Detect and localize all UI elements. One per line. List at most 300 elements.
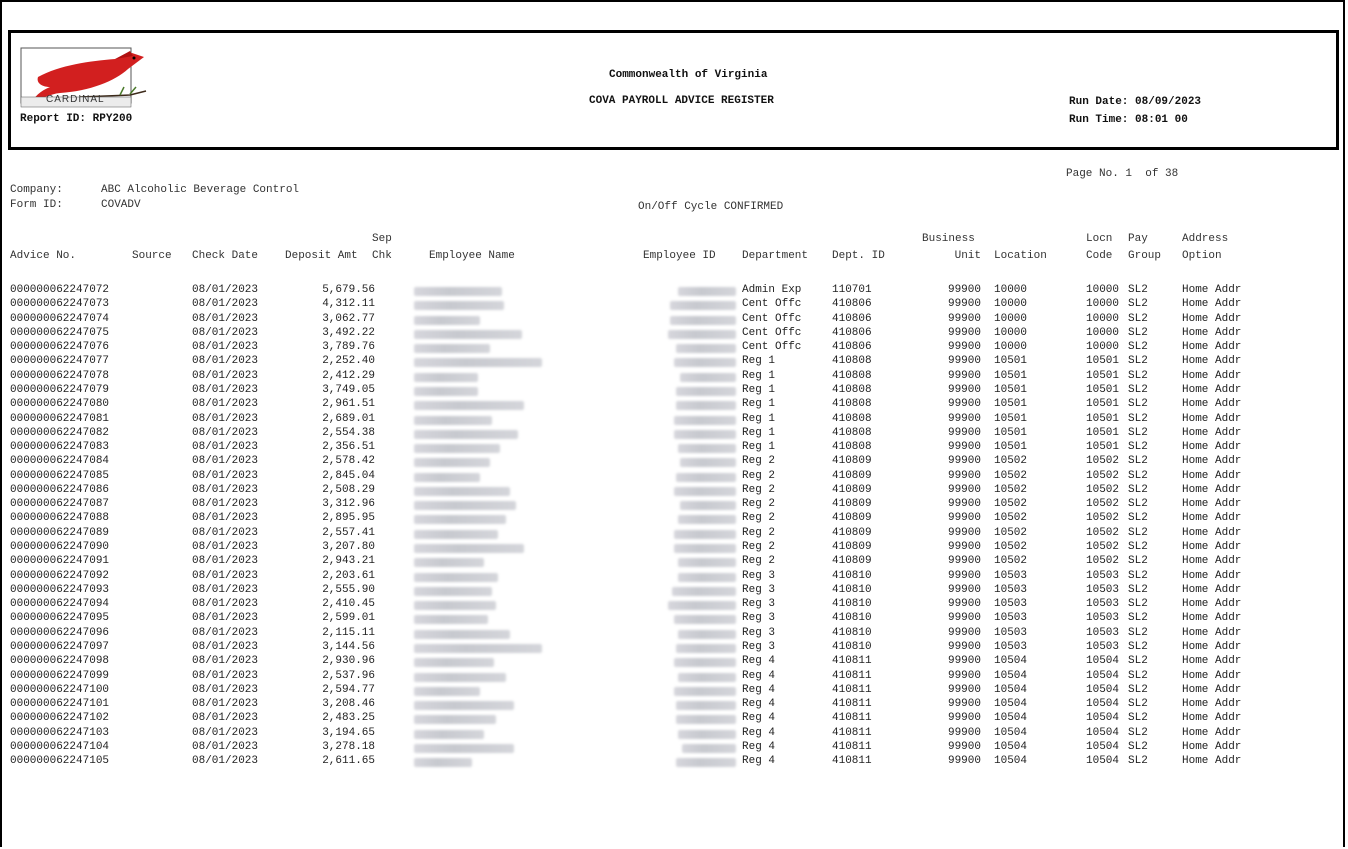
table-row: [2, 527, 1342, 540]
table-row: [2, 284, 1342, 297]
redacted-employee-name: [414, 644, 542, 653]
check-date-cell: 08/01/2023: [192, 312, 259, 325]
locn-code-cell: 10502: [1086, 498, 1120, 511]
location-cell: 10504: [994, 683, 1028, 696]
deposit-amt-cell: 3,208.46: [322, 698, 375, 711]
check-date-cell: 08/01/2023: [192, 641, 259, 653]
table-row: [2, 427, 1342, 440]
pay-group-cell: SL2: [1128, 441, 1148, 454]
header-source: Source: [132, 250, 172, 262]
location-cell: 10502: [994, 498, 1028, 511]
pay-group-cell: SL2: [1128, 755, 1148, 768]
business-unit-cell: 99900: [947, 284, 981, 296]
department-cell: Reg 1: [742, 355, 776, 368]
check-date-cell: 08/01/2023: [192, 298, 259, 311]
dept-id-cell: 410809: [832, 526, 872, 539]
redacted-employee-id: [678, 444, 736, 453]
pay-group-cell: SL2: [1128, 541, 1148, 554]
redacted-employee-name: [414, 330, 522, 339]
redacted-employee-id: [672, 587, 736, 596]
table-row: [2, 684, 1342, 697]
company-value: ABC Alcoholic Beverage Control: [101, 184, 300, 196]
locn-code-cell: 10501: [1086, 441, 1120, 454]
advice-no-cell: 000000062247096: [10, 626, 110, 639]
pay-group-cell: SL2: [1128, 612, 1148, 625]
redacted-employee-id: [676, 401, 736, 410]
redacted-employee-id: [676, 644, 736, 653]
pay-group-cell: SL2: [1128, 412, 1148, 425]
redacted-employee-id: [676, 473, 736, 482]
table-row: [2, 627, 1342, 640]
location-cell: 10503: [994, 626, 1028, 639]
business-unit-cell: 99900: [947, 298, 981, 311]
locn-code-cell: 10501: [1086, 369, 1120, 382]
location-cell: 10504: [994, 726, 1028, 739]
deposit-amt-cell: 2,895.95: [322, 512, 375, 525]
location-cell: 10502: [994, 541, 1028, 554]
deposit-amt-cell: 2,599.01: [322, 612, 375, 625]
check-date-cell: 08/01/2023: [192, 555, 259, 568]
location-cell: 10501: [994, 426, 1028, 439]
business-unit-cell: 99900: [947, 612, 981, 625]
address-option-cell: Home Addr: [1182, 426, 1242, 439]
pay-group-cell: SL2: [1128, 726, 1148, 739]
header-code: Code: [1086, 250, 1113, 262]
deposit-amt-cell: 2,961.51: [322, 398, 375, 411]
location-cell: 10000: [994, 298, 1028, 311]
business-unit-cell: 99900: [947, 669, 981, 682]
report-banner: [8, 30, 1339, 150]
advice-no-cell: 000000062247076: [10, 341, 110, 354]
locn-code-cell: 10502: [1086, 469, 1120, 482]
redacted-employee-id: [678, 673, 736, 682]
locn-code-cell: 10502: [1086, 526, 1120, 539]
deposit-amt-cell: 3,062.77: [322, 312, 375, 325]
deposit-amt-cell: 2,611.65: [322, 755, 375, 768]
dept-id-cell: 410811: [832, 755, 872, 768]
location-cell: 10503: [994, 583, 1028, 596]
dept-id-cell: 410808: [832, 426, 872, 439]
pay-group-cell: SL2: [1128, 284, 1148, 296]
page-number: Page No. 1 of 38: [1066, 168, 1179, 180]
redacted-employee-id: [674, 530, 736, 539]
table-row: [2, 570, 1342, 583]
deposit-amt-cell: 2,203.61: [322, 569, 375, 582]
locn-code-cell: 10504: [1086, 669, 1120, 682]
redacted-employee-name: [414, 573, 498, 582]
dept-id-cell: 410811: [832, 669, 872, 682]
address-option-cell: Home Addr: [1182, 555, 1242, 568]
business-unit-cell: 99900: [947, 469, 981, 482]
redacted-employee-name: [414, 316, 480, 325]
redacted-employee-name: [414, 487, 510, 496]
redacted-employee-id: [676, 701, 736, 710]
locn-code-cell: 10502: [1086, 512, 1120, 525]
locn-code-cell: 10504: [1086, 655, 1120, 668]
report-title: COVA PAYROLL ADVICE REGISTER: [589, 95, 774, 107]
address-option-cell: Home Addr: [1182, 312, 1242, 325]
pay-group-cell: SL2: [1128, 298, 1148, 311]
pay-group-cell: SL2: [1128, 498, 1148, 511]
check-date-cell: 08/01/2023: [192, 712, 259, 725]
table-row: [2, 355, 1342, 368]
address-option-cell: Home Addr: [1182, 469, 1242, 482]
business-unit-cell: 99900: [947, 641, 981, 653]
business-unit-cell: 99900: [947, 441, 981, 454]
business-unit-cell: 99900: [947, 455, 981, 468]
deposit-amt-cell: 3,492.22: [322, 326, 375, 339]
deposit-amt-cell: 2,578.42: [322, 455, 375, 468]
address-option-cell: Home Addr: [1182, 298, 1242, 311]
location-cell: 10502: [994, 526, 1028, 539]
advice-no-cell: 000000062247100: [10, 683, 110, 696]
address-option-cell: Home Addr: [1182, 441, 1242, 454]
header-group: Group: [1128, 250, 1162, 262]
header-department: Department: [742, 250, 809, 262]
advice-no-cell: 000000062247086: [10, 483, 110, 496]
redacted-employee-id: [678, 287, 736, 296]
location-cell: 10504: [994, 712, 1028, 725]
deposit-amt-cell: 2,557.41: [322, 526, 375, 539]
header-address: Address: [1182, 233, 1229, 245]
location-cell: 10503: [994, 598, 1028, 611]
redacted-employee-id: [670, 301, 736, 310]
advice-no-cell: 000000062247090: [10, 541, 110, 554]
advice-no-cell: 000000062247104: [10, 740, 110, 753]
department-cell: Reg 3: [742, 583, 776, 596]
address-option-cell: Home Addr: [1182, 598, 1242, 611]
address-option-cell: Home Addr: [1182, 669, 1242, 682]
address-option-cell: Home Addr: [1182, 583, 1242, 596]
report-id: Report ID: RPY200: [20, 113, 133, 125]
department-cell: Reg 4: [742, 726, 776, 739]
dept-id-cell: 410808: [832, 383, 872, 396]
business-unit-cell: 99900: [947, 698, 981, 711]
deposit-amt-cell: 2,554.38: [322, 426, 375, 439]
check-date-cell: 08/01/2023: [192, 426, 259, 439]
redacted-employee-id: [670, 316, 736, 325]
redacted-employee-name: [414, 615, 488, 624]
department-cell: Cent Offc: [742, 341, 802, 354]
check-date-cell: 08/01/2023: [192, 469, 259, 482]
redacted-employee-name: [414, 473, 480, 482]
redacted-employee-name: [414, 687, 480, 696]
location-cell: 10502: [994, 555, 1028, 568]
location-cell: 10501: [994, 355, 1028, 368]
dept-id-cell: 410811: [832, 683, 872, 696]
advice-no-cell: 000000062247105: [10, 755, 110, 768]
location-cell: 10501: [994, 383, 1028, 396]
dept-id-cell: 410810: [832, 641, 872, 653]
company-label: Company:: [10, 184, 63, 196]
department-cell: Reg 3: [742, 598, 776, 611]
dept-id-cell: 410810: [832, 583, 872, 596]
locn-code-cell: 10503: [1086, 569, 1120, 582]
location-cell: 10504: [994, 669, 1028, 682]
business-unit-cell: 99900: [947, 755, 981, 768]
business-unit-cell: 99900: [947, 541, 981, 554]
advice-no-cell: 000000062247094: [10, 598, 110, 611]
pay-group-cell: SL2: [1128, 655, 1148, 668]
check-date-cell: 08/01/2023: [192, 412, 259, 425]
check-date-cell: 08/01/2023: [192, 526, 259, 539]
table-row: [2, 455, 1342, 468]
department-cell: Reg 2: [742, 512, 776, 525]
address-option-cell: Home Addr: [1182, 341, 1242, 354]
pay-group-cell: SL2: [1128, 712, 1148, 725]
address-option-cell: Home Addr: [1182, 683, 1242, 696]
table-row: [2, 698, 1342, 711]
department-cell: Reg 1: [742, 412, 776, 425]
dept-id-cell: 410808: [832, 398, 872, 411]
dept-id-cell: 410810: [832, 612, 872, 625]
redacted-employee-id: [674, 544, 736, 553]
check-date-cell: 08/01/2023: [192, 698, 259, 711]
redacted-employee-id: [674, 487, 736, 496]
business-unit-cell: 99900: [947, 498, 981, 511]
redacted-employee-id: [678, 630, 736, 639]
department-cell: Reg 4: [742, 755, 776, 768]
department-cell: Reg 3: [742, 569, 776, 582]
address-option-cell: Home Addr: [1182, 398, 1242, 411]
department-cell: Reg 2: [742, 541, 776, 554]
pay-group-cell: SL2: [1128, 455, 1148, 468]
locn-code-cell: 10501: [1086, 355, 1120, 368]
locn-code-cell: 10502: [1086, 455, 1120, 468]
redacted-employee-name: [414, 515, 506, 524]
address-option-cell: Home Addr: [1182, 541, 1242, 554]
table-row: [2, 727, 1342, 740]
pay-group-cell: SL2: [1128, 598, 1148, 611]
table-row: [2, 712, 1342, 725]
business-unit-cell: 99900: [947, 369, 981, 382]
deposit-amt-cell: 2,252.40: [322, 355, 375, 368]
business-unit-cell: 99900: [947, 712, 981, 725]
dept-id-cell: 410810: [832, 598, 872, 611]
redacted-employee-name: [414, 444, 500, 453]
advice-no-cell: 000000062247095: [10, 612, 110, 625]
redacted-employee-name: [414, 758, 472, 767]
redacted-employee-name: [414, 373, 478, 382]
redacted-employee-id: [680, 373, 736, 382]
address-option-cell: Home Addr: [1182, 369, 1242, 382]
address-option-cell: Home Addr: [1182, 755, 1242, 768]
redacted-employee-name: [414, 387, 478, 396]
redacted-employee-id: [674, 430, 736, 439]
locn-code-cell: 10504: [1086, 698, 1120, 711]
address-option-cell: Home Addr: [1182, 284, 1242, 296]
advice-no-cell: 000000062247097: [10, 641, 110, 653]
business-unit-cell: 99900: [947, 726, 981, 739]
business-unit-cell: 99900: [947, 312, 981, 325]
dept-id-cell: 410810: [832, 569, 872, 582]
locn-code-cell: 10501: [1086, 383, 1120, 396]
run-time: Run Time: 08:01 00: [1069, 114, 1188, 126]
check-date-cell: 08/01/2023: [192, 455, 259, 468]
locn-code-cell: 10502: [1086, 483, 1120, 496]
table-row: [2, 313, 1342, 326]
advice-no-cell: 000000062247084: [10, 455, 110, 468]
location-cell: 10502: [994, 455, 1028, 468]
locn-code-cell: 10504: [1086, 755, 1120, 768]
department-cell: Reg 4: [742, 712, 776, 725]
location-cell: 10504: [994, 698, 1028, 711]
pay-group-cell: SL2: [1128, 669, 1148, 682]
pay-group-cell: SL2: [1128, 698, 1148, 711]
location-cell: 10503: [994, 569, 1028, 582]
business-unit-cell: 99900: [947, 583, 981, 596]
dept-id-cell: 410809: [832, 541, 872, 554]
business-unit-cell: 99900: [947, 569, 981, 582]
advice-no-cell: 000000062247083: [10, 441, 110, 454]
redacted-employee-id: [678, 573, 736, 582]
locn-code-cell: 10000: [1086, 298, 1120, 311]
redacted-employee-id: [668, 601, 736, 610]
header-employee-id: Employee ID: [643, 250, 716, 262]
run-date: Run Date: 08/09/2023: [1069, 96, 1202, 108]
check-date-cell: 08/01/2023: [192, 569, 259, 582]
header-dept-id: Dept. ID: [832, 250, 885, 262]
dept-id-cell: 410808: [832, 441, 872, 454]
address-option-cell: Home Addr: [1182, 483, 1242, 496]
department-cell: Reg 4: [742, 683, 776, 696]
department-cell: Reg 4: [742, 740, 776, 753]
dept-id-cell: 410811: [832, 726, 872, 739]
pay-group-cell: SL2: [1128, 555, 1148, 568]
advice-no-cell: 000000062247087: [10, 498, 110, 511]
pay-group-cell: SL2: [1128, 426, 1148, 439]
business-unit-cell: 99900: [947, 683, 981, 696]
dept-id-cell: 410811: [832, 698, 872, 711]
org-name: Commonwealth of Virginia: [609, 69, 768, 81]
location-cell: 10504: [994, 655, 1028, 668]
deposit-amt-cell: 2,412.29: [322, 369, 375, 382]
redacted-employee-name: [414, 530, 498, 539]
location-cell: 10000: [994, 312, 1028, 325]
deposit-amt-cell: 2,115.11: [322, 626, 375, 639]
table-row: [2, 370, 1342, 383]
deposit-amt-cell: 3,789.76: [322, 341, 375, 354]
dept-id-cell: 410811: [832, 740, 872, 753]
locn-code-cell: 10503: [1086, 583, 1120, 596]
deposit-amt-cell: 3,194.65: [322, 726, 375, 739]
table-row: [2, 327, 1342, 340]
department-cell: Cent Offc: [742, 326, 802, 339]
dept-id-cell: 410809: [832, 555, 872, 568]
redacted-employee-name: [414, 344, 490, 353]
check-date-cell: 08/01/2023: [192, 369, 259, 382]
dept-id-cell: 410808: [832, 412, 872, 425]
header-chk: Chk: [372, 250, 392, 262]
pay-group-cell: SL2: [1128, 626, 1148, 639]
locn-code-cell: 10503: [1086, 641, 1120, 653]
check-date-cell: 08/01/2023: [192, 398, 259, 411]
advice-no-cell: 000000062247085: [10, 469, 110, 482]
dept-id-cell: 410809: [832, 512, 872, 525]
table-row: [2, 598, 1342, 611]
department-cell: Reg 2: [742, 555, 776, 568]
deposit-amt-cell: 3,207.80: [322, 541, 375, 554]
business-unit-cell: 99900: [947, 740, 981, 753]
redacted-employee-name: [414, 630, 510, 639]
redacted-employee-id: [676, 758, 736, 767]
pay-group-cell: SL2: [1128, 355, 1148, 368]
advice-no-cell: 000000062247091: [10, 555, 110, 568]
table-row: [2, 441, 1342, 454]
location-cell: 10501: [994, 412, 1028, 425]
header-sep: Sep: [372, 233, 392, 245]
business-unit-cell: 99900: [947, 483, 981, 496]
advice-no-cell: 000000062247102: [10, 712, 110, 725]
address-option-cell: Home Addr: [1182, 498, 1242, 511]
header-locn: Locn: [1086, 233, 1113, 245]
dept-id-cell: 410809: [832, 469, 872, 482]
redacted-employee-id: [674, 615, 736, 624]
logo-wordmark: CARDINAL: [46, 94, 105, 105]
check-date-cell: 08/01/2023: [192, 483, 259, 496]
business-unit-cell: 99900: [947, 655, 981, 668]
check-date-cell: 08/01/2023: [192, 284, 259, 296]
dept-id-cell: 110701: [832, 284, 872, 296]
check-date-cell: 08/01/2023: [192, 341, 259, 354]
redacted-employee-name: [414, 601, 496, 610]
locn-code-cell: 10503: [1086, 612, 1120, 625]
advice-no-cell: 000000062247099: [10, 669, 110, 682]
deposit-amt-cell: 4,312.11: [322, 298, 375, 311]
business-unit-cell: 99900: [947, 412, 981, 425]
advice-no-cell: 000000062247082: [10, 426, 110, 439]
advice-no-cell: 000000062247081: [10, 412, 110, 425]
business-unit-cell: 99900: [947, 598, 981, 611]
deposit-amt-cell: 2,845.04: [322, 469, 375, 482]
business-unit-cell: 99900: [947, 355, 981, 368]
business-unit-cell: 99900: [947, 512, 981, 525]
table-row: [2, 398, 1342, 411]
location-cell: 10503: [994, 641, 1028, 653]
redacted-employee-id: [678, 558, 736, 567]
dept-id-cell: 410808: [832, 355, 872, 368]
redacted-employee-name: [414, 744, 514, 753]
table-row: [2, 641, 1342, 654]
address-option-cell: Home Addr: [1182, 626, 1242, 639]
business-unit-cell: 99900: [947, 398, 981, 411]
address-option-cell: Home Addr: [1182, 569, 1242, 582]
business-unit-cell: 99900: [947, 526, 981, 539]
redacted-employee-name: [414, 558, 484, 567]
cycle-status: On/Off Cycle CONFIRMED: [638, 201, 784, 213]
deposit-amt-cell: 2,508.29: [322, 483, 375, 496]
redacted-employee-id: [680, 501, 736, 510]
deposit-amt-cell: 2,943.21: [322, 555, 375, 568]
advice-no-cell: 000000062247088: [10, 512, 110, 525]
deposit-amt-cell: 2,356.51: [322, 441, 375, 454]
redacted-employee-name: [414, 401, 524, 410]
dept-id-cell: 410811: [832, 712, 872, 725]
department-cell: Reg 3: [742, 626, 776, 639]
deposit-amt-cell: 3,144.56: [322, 641, 375, 653]
address-option-cell: Home Addr: [1182, 412, 1242, 425]
deposit-amt-cell: 5,679.56: [322, 284, 375, 296]
department-cell: Cent Offc: [742, 312, 802, 325]
address-option-cell: Home Addr: [1182, 526, 1242, 539]
locn-code-cell: 10502: [1086, 555, 1120, 568]
redacted-employee-id: [668, 330, 736, 339]
redacted-employee-name: [414, 673, 506, 682]
table-row: [2, 555, 1342, 568]
address-option-cell: Home Addr: [1182, 712, 1242, 725]
pay-group-cell: SL2: [1128, 483, 1148, 496]
pay-group-cell: SL2: [1128, 569, 1148, 582]
